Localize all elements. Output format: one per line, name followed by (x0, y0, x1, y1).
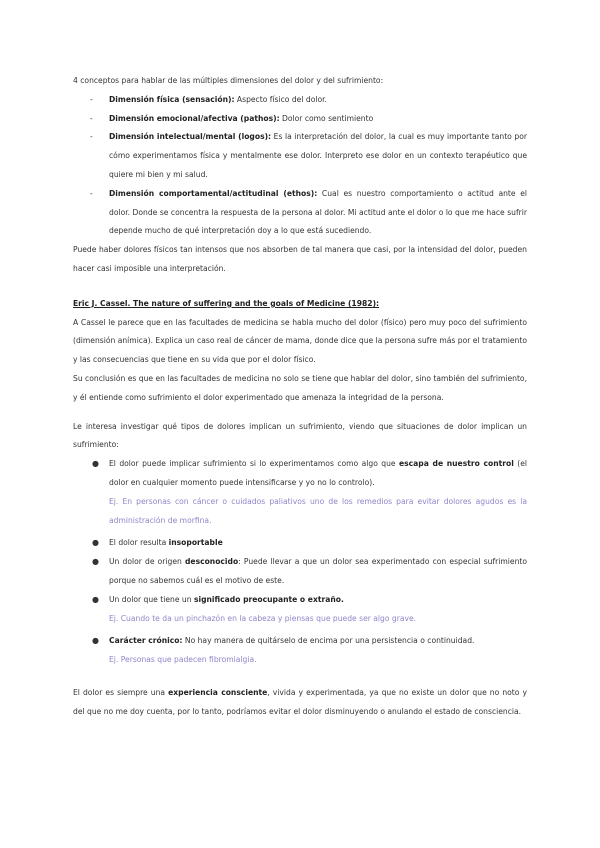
bullet-marker: ● (92, 538, 99, 548)
dimension-item (73, 128, 527, 184)
bullet-marker: ● (92, 594, 99, 604)
pain-type-item (73, 534, 527, 553)
dimension-text: Es la interpretación del dolor, la cual es muy importante tanto por cómo experimentamos física y mentalmente ese dolor. Interpreto ese dolor en un contexto terapéutico que quiere mi bien y mi salud. (109, 132, 527, 179)
intro-paragraph: 4 conceptos para hablar de las múltiples dimensiones del dolor y del sufrimiento: (73, 76, 384, 85)
dimension-label: Dimensión intelectual/mental (logos): (109, 132, 272, 142)
interest-paragraph: Le interesa investigar qué tipos de dolores implican un sufrimiento, viendo que situaciones de dolor implican un sufrimiento: (73, 421, 527, 450)
dimension-text: Aspecto físico del dolor. (234, 94, 327, 104)
pain-type-item (73, 632, 527, 670)
pain-type-item (73, 553, 527, 591)
spacer (73, 674, 527, 684)
dimension-text: Cual es nuestro comportamiento o actitud ante el dolor. Donde se concentra la respuesta de la persona al dolor. Mi actitud ante el dolor o lo que me hace sufrir depende mucho de qué interpretación doy a lo que está sucediendo. (109, 188, 527, 236)
spacer (73, 279, 527, 289)
dimension-text: Dolor como sentimiento (279, 113, 374, 123)
pain-type-keyword: escapa de nuestro control (399, 459, 514, 469)
dash-marker: - (90, 94, 93, 104)
dimension-label: Dimensión comportamental/actitudinal (ethos): (109, 188, 318, 198)
pain-type-text: Un dolor que tiene un significado preocupante o extraño. (109, 594, 344, 604)
intensity-paragraph: Puede haber dolores físicos tan intensos que nos absorben de tal manera que casi, por la intensidad del dolor, pueden hacer casi imposible una interpretación. (73, 245, 527, 273)
dash-marker: - (90, 132, 93, 142)
bullet-marker: ● (92, 459, 99, 469)
dimension-item (73, 91, 527, 110)
pain-type-keyword: insoportable (168, 538, 223, 548)
dimension-label: Dimensión emocional/afectiva (pathos): (109, 113, 280, 123)
cassel-paragraph-2: Su conclusión es que en las facultades de medicina no solo se tiene que hablar del dolor, sino también del sufrimiento, y él entiende como sufrimiento el dolor experimentado que amenaza la integridad de la persona. (73, 373, 527, 402)
dimensions-list (73, 91, 527, 241)
pain-type-text: El dolor resulta insoportable (109, 538, 223, 548)
pain-type-text: Carácter crónico: No hay manera de quitárselo de encima por una persistencia o continuidad. (109, 636, 475, 646)
document-content (73, 72, 527, 722)
dash-marker: - (90, 113, 93, 123)
pain-type-keyword: significado preocupante o extraño. (193, 594, 344, 604)
bullet-marker: ● (92, 557, 99, 567)
example-note: Ej. Personas que padecen fibromialgia. (109, 655, 257, 665)
pain-type-text: El dolor puede implicar sufrimiento si lo experimentamos como algo que escapa de nuestro control (el dolor en cualquier momento puede intensificarse y yo no lo controlo). (109, 459, 527, 487)
bullet-marker: ● (92, 636, 99, 646)
pain-type-keyword: Carácter crónico: (109, 636, 183, 646)
dimension-item (73, 110, 527, 129)
pain-type-item (73, 455, 527, 530)
pain-type-item (73, 591, 527, 629)
pain-types-list (73, 455, 527, 670)
spacer (73, 408, 527, 418)
cassel-heading: Eric J. Cassel. The nature of suffering and the goals of Medicine (1982): (73, 298, 380, 308)
example-note: Ej. Cuando te da un pinchazón en la cabeza y piensas que puede ser algo grave. (109, 613, 417, 623)
pain-type-keyword: desconocido (184, 557, 239, 567)
example-note: Ej. En personas con cáncer o cuidados paliativos uno de los remedios para evitar dolores agudos es la administración de morfina. (109, 496, 527, 525)
conclusion-keyword: experiencia consciente (168, 687, 268, 697)
conclusion-paragraph: El dolor es siempre una experiencia consciente, vivida y experimentada, ya que no existe un dolor que no noto y del que no me doy cuenta, por lo tanto, podríamos evitar el dolor disminuyendo o anulando el estado de consciencia. (73, 687, 527, 716)
dash-marker: - (90, 188, 93, 198)
dimension-label: Dimensión física (sensación): (109, 94, 235, 104)
cassel-paragraph-1: A Cassel le parece que en las facultades de medicina se habla mucho del dolor (físico) pero muy poco del sufrimiento (dimensión anímica). Explica un caso real de cáncer de mama, donde dice que la persona sufre más por el tratamiento y las consecuencias que tiene en su vida que por el dolor físico. (73, 317, 527, 365)
pain-type-text: Un dolor de origen desconocido: Puede llevar a que un dolor sea experimentado con especial sufrimiento porque no sabemos cuál es el motivo de este. (109, 557, 528, 585)
dimension-item (73, 185, 527, 241)
